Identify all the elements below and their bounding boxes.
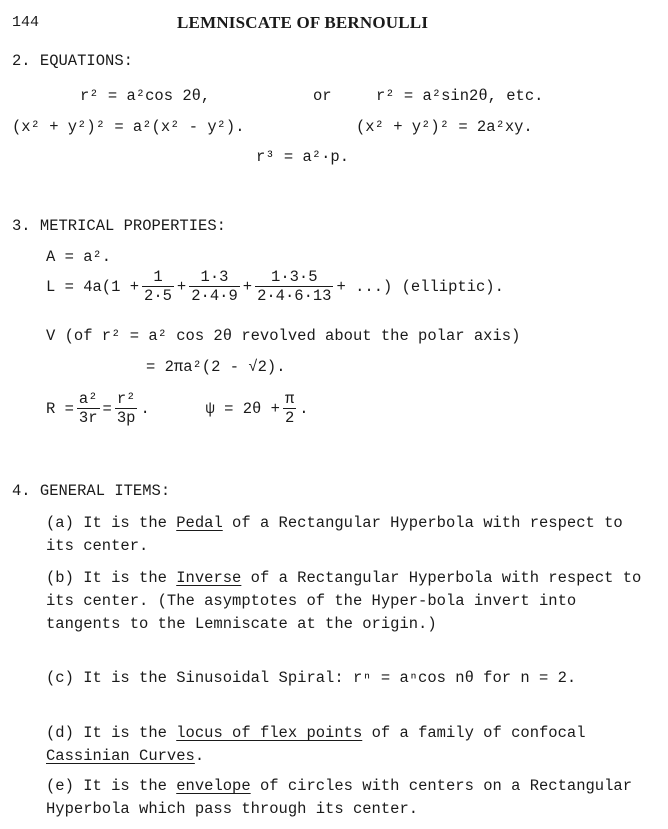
equals-sign: =	[102, 399, 112, 418]
fraction-numerator: 1·3	[189, 268, 240, 287]
general-item-b	[46, 567, 646, 636]
equation-polar-sin: r² = a²sin2θ, etc.	[376, 87, 544, 105]
length-formula	[46, 268, 504, 305]
item-text: (a) It is the	[46, 514, 177, 532]
fraction-numerator: 1	[142, 268, 174, 287]
fraction-denominator: 2·4·6·13	[257, 287, 332, 305]
cassinian-term: Cassinian Curves	[46, 747, 195, 765]
length-prefix: L = 4a(1 +	[46, 277, 140, 296]
volume-description: V (of r² = a² cos 2θ revolved about the polar axis)	[46, 327, 521, 345]
equation-cartesian-left: (x² + y²)² = a²(x² - y²).	[12, 118, 245, 136]
item-text: (e) It is the	[46, 777, 177, 795]
item-text: of circles with centers on a Rectangular Hyperbola which pass through its center.	[46, 777, 633, 818]
page-title: LEMNISCATE OF BERNOULLI	[177, 13, 429, 32]
inverse-term: Inverse	[176, 569, 242, 587]
volume-value: = 2πa²(2 - √2).	[146, 358, 286, 376]
item-text: of a family of confocal	[362, 724, 586, 742]
fraction-denominator: 3r	[78, 409, 98, 427]
equation-or: or	[313, 87, 332, 105]
general-item-e	[46, 775, 646, 821]
item-text: (c) It is the Sinusoidal Spiral: rⁿ = aⁿcos nθ for n = 2.	[46, 669, 577, 687]
item-text: (d) It is the	[46, 724, 177, 742]
psi-fraction	[283, 390, 296, 427]
item-text: (b) It is the	[46, 569, 177, 587]
envelope-term: envelope	[176, 777, 251, 795]
item-text: of a Rectangular Hyperbola with respect to its center. (The asymptotes of the Hyper-bola invert into tangents to the Lemniscate at the origin.)	[46, 569, 642, 633]
length-suffix: + ...) (elliptic).	[336, 277, 504, 296]
general-item-d	[46, 722, 646, 768]
item-text: of a Rectangular Hyperbola with respect to its center.	[46, 514, 623, 555]
psi-prefix: . ψ = 2θ +	[140, 399, 280, 418]
equation-polar-cos: r² = a²cos 2θ,	[80, 87, 211, 105]
fraction-denominator: 3p	[116, 409, 136, 427]
page-number: 144	[12, 14, 40, 31]
plus-sign: +	[242, 277, 253, 296]
fraction-denominator: 2	[284, 409, 295, 427]
equation-cartesian-right: (x² + y²)² = 2a²xy.	[356, 118, 533, 136]
length-fraction-2	[189, 268, 240, 305]
fraction-denominator: 2·5	[144, 287, 172, 305]
pedal-term: Pedal	[176, 514, 223, 532]
fraction-denominator: 2·4·9	[191, 287, 238, 305]
equation-pedal: r³ = a²·p.	[256, 148, 350, 166]
general-item-c	[46, 667, 646, 690]
section-heading-equations: 2. EQUATIONS:	[12, 52, 133, 70]
radius-fraction-1	[77, 390, 100, 427]
area-formula: A = a².	[46, 248, 112, 266]
section-heading-general: 4. GENERAL ITEMS:	[12, 482, 171, 500]
length-fraction-1	[142, 268, 174, 305]
fraction-numerator: r²	[116, 390, 136, 408]
radius-prefix: R =	[46, 399, 74, 418]
fraction-numerator: π	[284, 390, 295, 408]
psi-suffix: .	[299, 399, 309, 418]
radius-formula	[46, 390, 309, 427]
plus-sign: +	[176, 277, 187, 296]
radius-fraction-2	[115, 390, 138, 427]
locus-term: locus of flex points	[176, 724, 363, 742]
length-fraction-3	[255, 268, 333, 305]
fraction-numerator: a²	[78, 390, 98, 408]
fraction-numerator: 1·3·5	[255, 268, 333, 287]
general-item-a	[46, 512, 646, 558]
item-text: .	[194, 747, 205, 765]
section-heading-metrical: 3. METRICAL PROPERTIES:	[12, 217, 226, 235]
